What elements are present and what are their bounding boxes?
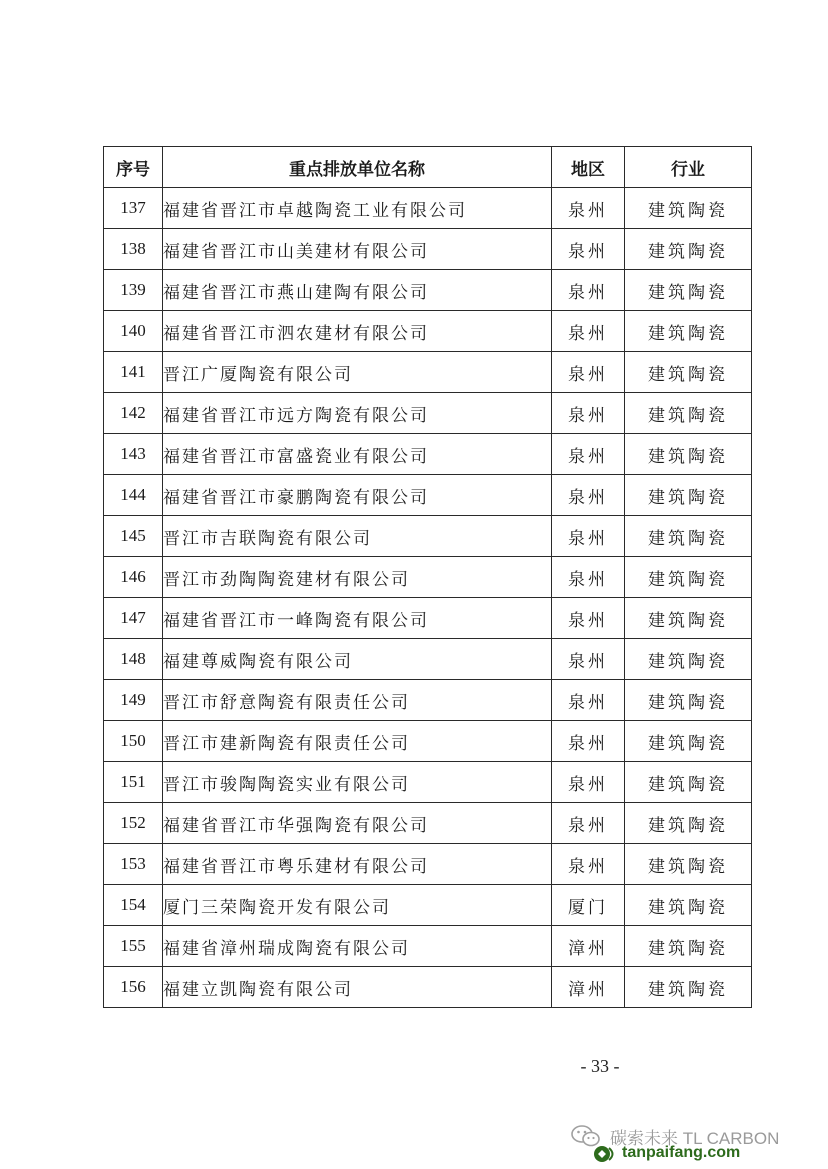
industry-cell: 建筑陶瓷 [625, 352, 752, 393]
watermark-url: tanpaifang.com [622, 1144, 741, 1161]
region-cell: 厦门 [552, 885, 625, 926]
company-name: 福建省晋江市远方陶瓷有限公司 [163, 393, 552, 434]
company-name: 福建省晋江市粤乐建材有限公司 [163, 844, 552, 885]
table-row [104, 311, 752, 352]
row-number: 155 [104, 926, 163, 967]
table-row [104, 967, 752, 1008]
table-header-row [104, 147, 752, 188]
row-number: 143 [104, 434, 163, 475]
table-row [104, 598, 752, 639]
table-row [104, 434, 752, 475]
row-number: 152 [104, 803, 163, 844]
company-name: 晋江市骏陶陶瓷实业有限公司 [163, 762, 552, 803]
table-row [104, 680, 752, 721]
region-cell: 泉州 [552, 598, 625, 639]
row-number: 137 [104, 188, 163, 229]
company-name: 晋江市舒意陶瓷有限责任公司 [163, 680, 552, 721]
company-name: 厦门三荣陶瓷开发有限公司 [163, 885, 552, 926]
industry-cell: 建筑陶瓷 [625, 311, 752, 352]
region-cell: 泉州 [552, 434, 625, 475]
industry-cell: 建筑陶瓷 [625, 270, 752, 311]
row-number: 153 [104, 844, 163, 885]
row-number: 146 [104, 557, 163, 598]
industry-cell: 建筑陶瓷 [625, 475, 752, 516]
emitters-table [103, 146, 752, 1008]
row-number: 149 [104, 680, 163, 721]
table-row [104, 229, 752, 270]
header-name: 重点排放单位名称 [163, 147, 552, 188]
row-number: 148 [104, 639, 163, 680]
company-name: 福建省晋江市卓越陶瓷工业有限公司 [163, 188, 552, 229]
company-name: 福建尊威陶瓷有限公司 [163, 639, 552, 680]
region-cell: 泉州 [552, 475, 625, 516]
industry-cell: 建筑陶瓷 [625, 188, 752, 229]
table-row [104, 270, 752, 311]
tanpaifang-logo-icon [592, 1144, 618, 1164]
region-cell: 泉州 [552, 352, 625, 393]
row-number: 150 [104, 721, 163, 762]
company-name: 福建省漳州瑞成陶瓷有限公司 [163, 926, 552, 967]
industry-cell: 建筑陶瓷 [625, 844, 752, 885]
industry-cell: 建筑陶瓷 [625, 926, 752, 967]
row-number: 142 [104, 393, 163, 434]
industry-cell: 建筑陶瓷 [625, 803, 752, 844]
region-cell: 泉州 [552, 721, 625, 762]
row-number: 139 [104, 270, 163, 311]
region-cell: 泉州 [552, 393, 625, 434]
table-row [104, 885, 752, 926]
company-name: 福建省晋江市豪鹏陶瓷有限公司 [163, 475, 552, 516]
industry-cell: 建筑陶瓷 [625, 557, 752, 598]
table-row [104, 352, 752, 393]
row-number: 147 [104, 598, 163, 639]
company-name: 福建省晋江市一峰陶瓷有限公司 [163, 598, 552, 639]
industry-cell: 建筑陶瓷 [625, 680, 752, 721]
company-name: 晋江广厦陶瓷有限公司 [163, 352, 552, 393]
industry-cell: 建筑陶瓷 [625, 721, 752, 762]
table-row [104, 762, 752, 803]
table-row [104, 188, 752, 229]
company-name: 福建立凯陶瓷有限公司 [163, 967, 552, 1008]
company-name: 福建省晋江市山美建材有限公司 [163, 229, 552, 270]
company-name: 福建省晋江市燕山建陶有限公司 [163, 270, 552, 311]
company-name: 福建省晋江市华强陶瓷有限公司 [163, 803, 552, 844]
company-name: 福建省晋江市泗农建材有限公司 [163, 311, 552, 352]
row-number: 141 [104, 352, 163, 393]
region-cell: 泉州 [552, 803, 625, 844]
table-row [104, 844, 752, 885]
industry-cell: 建筑陶瓷 [625, 434, 752, 475]
row-number: 138 [104, 229, 163, 270]
table-row [104, 926, 752, 967]
header-industry: 行业 [625, 147, 752, 188]
region-cell: 泉州 [552, 639, 625, 680]
row-number: 145 [104, 516, 163, 557]
industry-cell: 建筑陶瓷 [625, 393, 752, 434]
industry-cell: 建筑陶瓷 [625, 639, 752, 680]
page-number: - 33 - [580, 1056, 620, 1076]
row-number: 144 [104, 475, 163, 516]
region-cell: 泉州 [552, 188, 625, 229]
watermark-title: 碳索未来 TL CARBON [610, 1129, 780, 1148]
region-cell: 漳州 [552, 926, 625, 967]
row-number: 151 [104, 762, 163, 803]
region-cell: 泉州 [552, 229, 625, 270]
region-cell: 泉州 [552, 680, 625, 721]
industry-cell: 建筑陶瓷 [625, 229, 752, 270]
company-name: 晋江市劲陶陶瓷建材有限公司 [163, 557, 552, 598]
company-name: 晋江市吉联陶瓷有限公司 [163, 516, 552, 557]
region-cell: 漳州 [552, 967, 625, 1008]
row-number: 140 [104, 311, 163, 352]
industry-cell: 建筑陶瓷 [625, 967, 752, 1008]
region-cell: 泉州 [552, 516, 625, 557]
table-row [104, 639, 752, 680]
row-number: 154 [104, 885, 163, 926]
table-row [104, 721, 752, 762]
table-row [104, 803, 752, 844]
table-row [104, 557, 752, 598]
region-cell: 泉州 [552, 844, 625, 885]
industry-cell: 建筑陶瓷 [625, 598, 752, 639]
table-row [104, 393, 752, 434]
region-cell: 泉州 [552, 270, 625, 311]
region-cell: 泉州 [552, 311, 625, 352]
region-cell: 泉州 [552, 557, 625, 598]
company-name: 福建省晋江市富盛瓷业有限公司 [163, 434, 552, 475]
industry-cell: 建筑陶瓷 [625, 762, 752, 803]
table-row [104, 475, 752, 516]
table-row [104, 516, 752, 557]
header-number: 序号 [104, 147, 163, 188]
row-number: 156 [104, 967, 163, 1008]
watermark [570, 1122, 810, 1166]
region-cell: 泉州 [552, 762, 625, 803]
industry-cell: 建筑陶瓷 [625, 516, 752, 557]
company-name: 晋江市建新陶瓷有限责任公司 [163, 721, 552, 762]
industry-cell: 建筑陶瓷 [625, 885, 752, 926]
header-region: 地区 [552, 147, 625, 188]
